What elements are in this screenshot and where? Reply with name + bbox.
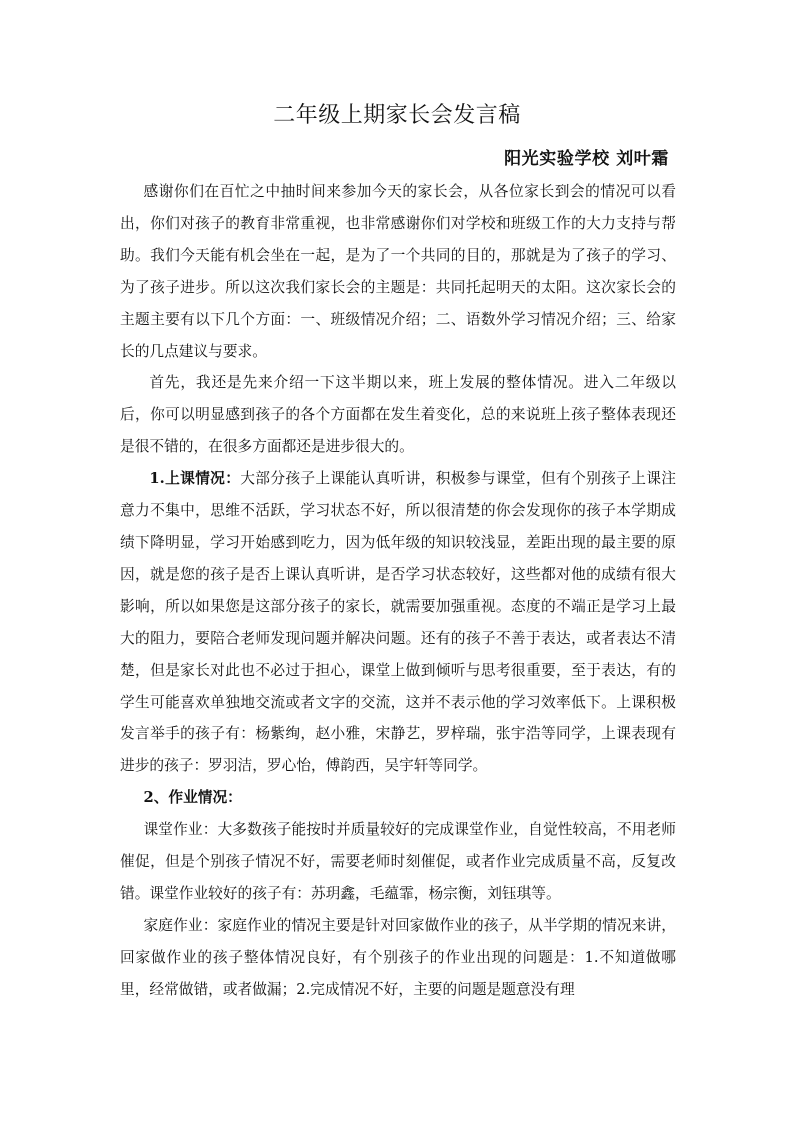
document-title: 二年级上期家长会发言稿 [273, 103, 521, 128]
section-text-class-performance: 大部分孩子上课能认真听讲，积极参与课堂，但有个别孩子上课注意力不集中，思维不活跃，学习状态不好，所以很清楚的你会发现你的孩子本学期成绩下降明显，学习开始感到吃力，因为低年级的知识较浅显，差距出现的最主要的原因，就是您的孩子是否上课认真听讲，是否学习状态较好，这些都对他的成绩有很大影响，所以如果您是这部分孩子的家长，就需要加强重视。态度的不端正是学习上最大的阻力，要陪合老师发现问题并解决问题。还有的孩子不善于表达，或者表达不清楚，但是家长对此也不必过于担心，课堂上做到倾听与思考很重要，至于表达，有的学生可能喜欢单独地交流或者文字的交流，这并不表示他的学习效率低下。上课积极发言举手的孩子有：杨紫绚，赵小雅，宋静艺，罗梓瑞，张宇浩等同学，上课表现有进步的孩子：罗羽洁，罗心怡，傅韵西，吴宇轩等同学。 [120, 470, 676, 775]
paragraph-class-performance [120, 463, 676, 782]
paragraph-intro: 感谢你们在百忙之中抽时间来参加今天的家长会，从各位家长到会的情况可以看出，你们对孩子的教育非常重视，也非常感谢你们对学校和班级工作的大力支持与帮助。我们今天能有机会坐在一起，是为了一个共同的目的，那就是为了孩子的学习、为了孩子进步。所以这次我们家长会的主题是：共同托起明天的太阳。这次家长会的主题主要有以下几个方面：一、班级情况介绍；二、语数外学习情况介绍；三、给家长的几点建议与要求。 [120, 183, 676, 360]
document-body [120, 176, 676, 1006]
paragraph-overview: 首先，我还是先来介绍一下这半期以来，班上发展的整体情况。进入二年级以后，你可以明显感到孩子的各个方面都在发生着变化，总的来说班上孩子整体表现还是很不错的，在很多方面都还是进步很大的。 [120, 374, 676, 456]
section-heading-homework: 2、作业情况： [143, 789, 242, 807]
paragraph-home-assignments: 家庭作业：家庭作业的情况主要是针对回家做作业的孩子，从半学期的情况来讲，回家做作业的孩子整体情况良好，有个别孩子的作业出现的问题是：1.不知道做哪里，经常做错，或者做漏；2.完成情况不好，主要的问题是题意没有理 [120, 916, 676, 998]
document-author: 阳光实验学校 刘叶霜 [504, 149, 669, 169]
paragraph-classwork: 课堂作业：大多数孩子能按时并质量较好的完成课堂作业，自觉性较高，不用老师催促，但是个别孩子情况不好，需要老师时刻催促，或者作业完成质量不高，反复改错。课堂作业较好的孩子有：苏玥鑫，毛蕴霏，杨宗衡，刘钰琪等。 [120, 821, 676, 902]
paragraph-homework-heading [120, 782, 676, 814]
section-heading-class-performance: 1.上课情况： [149, 470, 241, 488]
